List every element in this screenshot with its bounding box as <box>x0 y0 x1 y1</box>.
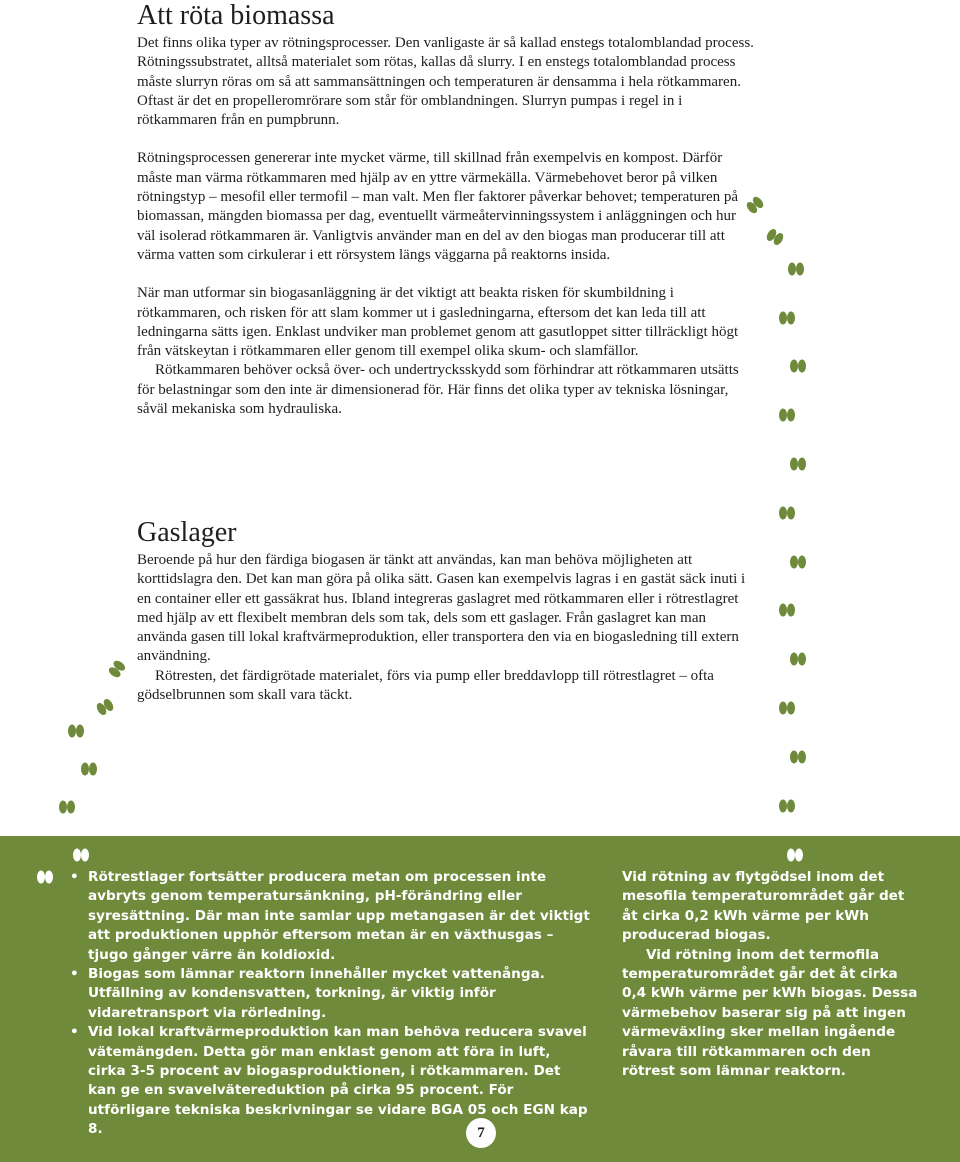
paragraph: Rötresten, det färdigrötade materialet, förs via pump eller breddavlopp till rötrestlagret – ofta gödselbrunnen som skall vara täckt. <box>137 667 714 704</box>
paragraph: Rötningsprocessen genererar inte mycket värme, till skillnad från exempelvis en kompost. Därför måste man värma rötkammaren med hjälp av en yttre värmekälla. Värmebehovet beror på vilken rötningstyp – mesofil eller termofil – man valt. Men fler faktorer påverkar behovet; temperaturen på biomassan, mängden biomassa per dag, eventuellt värmeåtervinningssystem i anläggningen och hur väl isolerad rötkammaren är. Vanligtvis använder man en del av den biogas man producerar till att värma vatten som cirkulerar i ett rörsystem längs väggarna på reaktorns insida. <box>137 150 739 263</box>
footprint-icon <box>67 724 85 738</box>
footprint-icon <box>778 311 796 325</box>
bullet-icon: • <box>70 869 79 885</box>
section-body-rota-biomassa <box>137 34 757 419</box>
footprint-icon <box>789 555 807 569</box>
footprint-icon <box>778 506 796 520</box>
list-item-text: Rötrestlager fortsätter producera metan om processen inte avbryts genom temperatursänkning, pH-förändring eller syresättning. Där man inte samlar upp metangasen är det viktigt att produktionen upphör eftersom metan är en växthusgas – tjugo gånger värre än koldioxid. <box>88 869 590 963</box>
footprint-icon <box>94 696 117 717</box>
footprint-icon <box>789 750 807 764</box>
page-number: 7 <box>466 1118 496 1148</box>
paragraph: Det finns olika typer av rötningsprocesser. Den vanligaste är så kallad enstegs totalomblandad process. Rötningssubstratet, alltså materialet som rötas, kallas då slurry. I en enstegs totalomblandad process måste slurryn röras om så att sammansättningen och temperaturen är densamma i hela rötkammaren. Oftast är det en propelleromrörare som står för omblandningen. Slurryn pumpas i regel in i rötkammaren från en pumpbrunn. <box>137 35 754 129</box>
footprint-icon <box>778 603 796 617</box>
paragraph: När man utformar sin biogasanläggning är det viktigt att beakta risken för skumbildning i rötkammaren, och risken för att slam kommer ut i gasledningarna, eftersom det kan leda till att ledningarna sätts igen. Enklast undviker man problemet genom att gasutloppet sitter tillräckligt högt från vätskeytan i rötkammaren eller genom till exempel olika skum- och slamfällor. <box>137 285 739 360</box>
footprint-icon <box>778 799 796 813</box>
list-item <box>70 965 590 1023</box>
section-body-gaslager <box>137 551 757 705</box>
footprint-icon <box>789 359 807 373</box>
footprint-icon <box>786 848 804 862</box>
paragraph: Rötkammaren behöver också över- och undertrycksskydd som förhindrar att rötkammaren utsätts för belastningar som den inte är dimensionerad för. Här finns det olika typer av tekniska lösningar, såväl mekaniska som hydrauliska. <box>137 362 739 418</box>
info-box <box>0 836 960 1162</box>
footprint-icon <box>789 652 807 666</box>
footprint-icon <box>787 262 805 276</box>
section-title-gaslager: Gaslager <box>137 517 237 548</box>
footprint-icon <box>80 762 98 776</box>
footprint-icon <box>789 457 807 471</box>
footprint-icon <box>106 658 128 681</box>
bullet-icon: • <box>70 966 79 983</box>
footprint-icon <box>778 701 796 715</box>
list-item <box>70 1023 590 1139</box>
side-note-paragraph: Vid rötning inom det termofila temperaturområdet går det åt cirka 0,4 kWh värme per kWh biogas. Dessa värmebehov baserar sig på att ingen värmeväxling sker mellan ingående råvara till rötkammaren och den rötrest som lämnar reaktorn. <box>622 946 918 1080</box>
bullet-icon: • <box>70 1024 79 1041</box>
list-item-text: Vid lokal kraftvärmeproduktion kan man behöva reducera svavel vätemängden. Detta gör man enklast genom att föra in luft, cirka 3-5 procent av biogasproduktionen, i rötkammaren. Det kan ge en svavelvätereduktion på cirka 95 procent. För utförligare tekniska beskrivningar se vidare BGA 05 och EGN kap 8. <box>88 1024 588 1138</box>
footprint-icon <box>764 226 787 247</box>
side-note <box>622 868 922 1081</box>
footprint-icon <box>72 848 90 862</box>
side-note-paragraph: Vid rötning av flytgödsel inom det mesofila temperaturområdet går det åt cirka 0,2 kWh värme per kWh producerad biogas. <box>622 869 905 944</box>
footprint-icon <box>58 800 76 814</box>
list-item-text: Biogas som lämnar reaktorn innehåller mycket vattenånga. Utfällning av kondensvatten, torkning, är viktig inför vidaretransport via rörledning. <box>88 966 545 1021</box>
paragraph: Beroende på hur den färdiga biogasen är tänkt att användas, kan man behöva möjligheten att korttidslagra den. Det kan man göra på olika sätt. Gasen kan exempelvis lagras i en gastät säck inuti i en container eller ett gassäkrat hus. Ibland integreras gaslagret med rötkammaren eller i rötrestlagret med hjälp av ett flexibelt membran dels som tak, dels som ett gaslager. Från gaslagret kan man använda gasen till lokal kraftvärmeproduktion, eller transportera den via en biogasledning till extern användning. <box>137 552 746 665</box>
list-item <box>70 868 590 965</box>
footprint-icon <box>778 408 796 422</box>
bullet-list <box>70 868 590 1140</box>
section-title-rota-biomassa: Att röta biomassa <box>137 0 335 31</box>
footprint-icon <box>36 870 54 884</box>
